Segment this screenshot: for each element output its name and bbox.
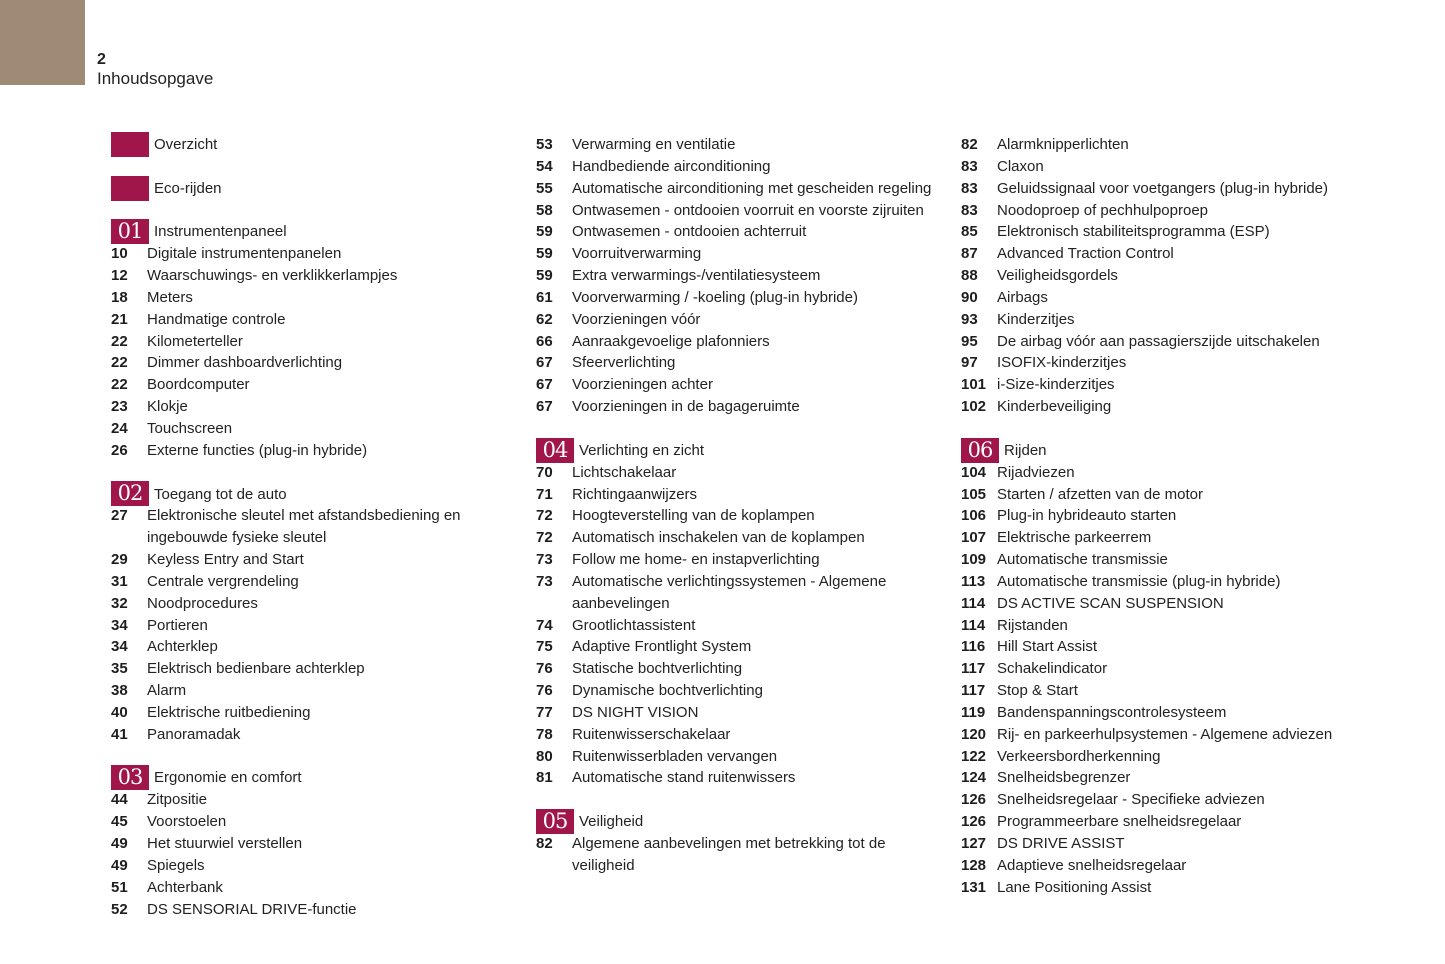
toc-column-2 [536, 134, 936, 877]
toc-entry-title: Ruitenwisserschakelaar [572, 725, 731, 743]
toc-entry[interactable] [961, 352, 1361, 374]
toc-entry[interactable] [961, 702, 1361, 724]
section-title: Verlichting en zicht [579, 441, 705, 459]
toc-entry[interactable] [536, 549, 936, 571]
toc-entry-title: Elektrische ruitbediening [147, 703, 311, 721]
toc-entry[interactable] [536, 658, 936, 680]
toc-entry[interactable] [536, 527, 936, 549]
toc-page-number: 40 [111, 703, 128, 721]
toc-entry[interactable] [536, 178, 936, 200]
toc-entry[interactable] [961, 527, 1361, 549]
toc-entry[interactable] [111, 440, 511, 462]
toc-entry-title: Boordcomputer [147, 376, 250, 394]
toc-entry-title: Programmeerbare snelheidsregelaar [997, 813, 1242, 831]
toc-entry[interactable] [536, 833, 936, 877]
toc-page-number: 126 [961, 791, 987, 809]
toc-entry[interactable] [111, 724, 511, 746]
section-heading[interactable] [111, 134, 511, 156]
toc-entry[interactable] [536, 243, 936, 265]
toc-page-number: 87 [961, 245, 978, 263]
toc-page-number: 67 [536, 376, 553, 394]
toc-entry-title: Voorruitverwarming [572, 245, 702, 263]
toc-entry-title: Stop & Start [997, 682, 1078, 700]
toc-entry-title: Lichtschakelaar [572, 463, 677, 481]
toc-entry[interactable] [536, 484, 936, 506]
toc-entry-title: DS SENSORIAL DRIVE-functie [147, 900, 357, 918]
toc-page-number: 72 [536, 507, 553, 525]
toc-page-number: 78 [536, 725, 553, 743]
toc-entry-title: Extra verwarmings-/ventilatiesysteem [572, 267, 821, 285]
toc-entry[interactable] [961, 811, 1361, 833]
toc-page-number: 70 [536, 463, 553, 481]
toc-entry[interactable] [111, 636, 511, 658]
toc-page-number: 45 [111, 813, 128, 831]
toc-page-number: 114 [961, 616, 986, 634]
toc-entry-title: Plug-in hybrideauto starten [997, 507, 1177, 525]
section-heading[interactable] [536, 811, 936, 833]
toc-entry[interactable] [536, 396, 936, 418]
toc-entry[interactable] [961, 636, 1361, 658]
toc-page-number: 23 [111, 398, 128, 416]
toc-page-number: 131 [961, 878, 987, 896]
toc-entry-title: Statische bochtverlichting [572, 660, 743, 678]
toc-page-number: 113 [961, 572, 986, 590]
toc-entry[interactable] [961, 833, 1361, 855]
toc-entry[interactable] [111, 789, 511, 811]
toc-entry-title: Noodprocedures [147, 594, 258, 612]
toc-page-number: 83 [961, 201, 978, 219]
toc-entry[interactable] [536, 287, 936, 309]
section-heading[interactable] [111, 178, 511, 200]
toc-entry-title: Automatische stand ruitenwissers [572, 769, 796, 787]
toc-entry-title: Automatische transmissie [997, 551, 1168, 569]
section-spacer [111, 462, 511, 484]
toc-page-number: 114 [961, 594, 986, 612]
toc-entry[interactable] [111, 309, 511, 331]
toc-page-number: 72 [536, 529, 553, 547]
toc-page-number: 106 [961, 507, 987, 525]
toc-page-number: 22 [111, 354, 128, 372]
toc-page-number: 120 [961, 725, 987, 743]
toc-entry-title: Follow me home- en instapverlichting [572, 551, 820, 569]
toc-page-number: 59 [536, 267, 553, 285]
toc-page-number: 29 [111, 551, 128, 569]
section-spacer [961, 418, 1361, 440]
toc-entry[interactable] [961, 855, 1361, 877]
toc-page-number: 97 [961, 354, 978, 372]
toc-entry-title: Elektronisch stabiliteitsprogramma (ESP) [997, 223, 1270, 241]
section-heading[interactable] [961, 437, 1361, 462]
toc-page-number: 38 [111, 682, 128, 700]
toc-entry-title: Spiegels [147, 856, 205, 874]
toc-column-3 [961, 134, 1361, 899]
toc-entry-title: Dynamische bochtverlichting [572, 682, 763, 700]
toc-entry-title: Kilometerteller [147, 332, 243, 350]
toc-page-number: 12 [111, 267, 128, 285]
toc-page-number: 10 [111, 245, 128, 263]
toc-entry-title: Keyless Entry and Start [147, 551, 304, 569]
toc-entry[interactable] [536, 746, 936, 768]
toc-entry[interactable] [111, 702, 511, 724]
toc-entry-title: Verwarming en ventilatie [572, 136, 736, 153]
toc-page-number: 109 [961, 551, 987, 569]
toc-page-number: 51 [111, 878, 128, 896]
toc-page-number: 73 [536, 551, 553, 569]
toc-entry[interactable] [961, 767, 1361, 789]
toc-page-number: 27 [111, 507, 128, 525]
toc-page-number: 83 [961, 157, 978, 175]
toc-entry-title: Ontwasemen - ontdooien voorruit en voorste zijruiten [572, 201, 924, 219]
toc-entry-title: Lane Positioning Assist [997, 878, 1152, 896]
toc-entry[interactable] [961, 331, 1361, 353]
toc-entry[interactable] [961, 877, 1361, 899]
toc-entry[interactable] [961, 309, 1361, 331]
toc-entry[interactable] [961, 287, 1361, 309]
toc-entry[interactable] [111, 374, 511, 396]
toc-page-number: 117 [961, 682, 986, 700]
section-title: Instrumentenpaneel [154, 223, 287, 241]
toc-entry-title: Snelheidsbegrenzer [997, 769, 1131, 787]
toc-entry-title: Handbediende airconditioning [572, 157, 771, 175]
toc-entry[interactable] [961, 789, 1361, 811]
toc-entry-title: DS NIGHT VISION [572, 703, 699, 721]
toc-entry-title: Schakelindicator [997, 660, 1108, 678]
toc-page-number: 128 [961, 856, 987, 874]
toc-entry[interactable] [961, 265, 1361, 287]
toc-entry-title: Sfeerverlichting [572, 354, 676, 372]
toc-entry-title: Automatisch inschakelen van de koplampen [572, 529, 865, 547]
toc-entry[interactable] [961, 724, 1361, 746]
toc-entry-title: Externe functies (plug-in hybride) [147, 441, 368, 459]
toc-page-number: 101 [961, 376, 987, 394]
toc-page-number: 34 [111, 616, 128, 634]
toc-entry-title: Achterbank [147, 878, 223, 896]
toc-entry[interactable] [961, 484, 1361, 506]
toc-entry-title: De airbag vóór aan passagierszijde uitschakelen [997, 332, 1320, 350]
toc-entry[interactable] [961, 505, 1361, 527]
toc-entry-title: Aanraakgevoelige plafonniers [572, 332, 770, 350]
toc-entry-title: Adaptive Frontlight System [572, 638, 752, 656]
toc-page-number: 58 [536, 201, 553, 219]
toc-page-number: 88 [961, 267, 978, 285]
toc-entry-title: Hoogteverstelling van de koplampen [572, 507, 815, 525]
page-number: 2 [97, 51, 106, 68]
toc-page-number: 52 [111, 900, 128, 918]
toc-entry-title: Waarschuwings- en verklikkerlampjes [147, 267, 398, 285]
toc-page-number: 59 [536, 245, 553, 263]
toc-entry-title: Kinderbeveiliging [997, 398, 1112, 416]
toc-entry-title: Elektrische parkeerrem [997, 529, 1152, 547]
toc-entry-title: DS DRIVE ASSIST [997, 835, 1125, 852]
toc-entry[interactable] [961, 462, 1361, 484]
toc-column-1 [111, 134, 511, 920]
toc-entry[interactable] [536, 221, 936, 243]
toc-entry[interactable] [111, 265, 511, 287]
section-heading[interactable] [111, 767, 511, 789]
toc-entry-title: Automatische airconditioning met gescheiden regeling [572, 179, 932, 197]
toc-entry-title: Rij- en parkeerhulpsystemen - Algemene adviezen [997, 725, 1333, 743]
toc-entry[interactable] [536, 200, 936, 222]
toc-entry[interactable] [961, 243, 1361, 265]
toc-entry-title: Richtingaanwijzers [572, 485, 698, 503]
toc-entry-title: Touchscreen [147, 419, 233, 437]
toc-entry-title: Rijadviezen [997, 463, 1075, 481]
toc-page-number: 53 [536, 136, 553, 153]
toc-page-number: 73 [536, 572, 553, 590]
section-title: Overzicht [154, 136, 218, 153]
toc-page-number: 90 [961, 288, 978, 306]
section-number-badge: 03 [111, 765, 149, 790]
toc-entry[interactable] [536, 615, 936, 637]
section-number-badge [111, 132, 149, 157]
section-number-badge: 04 [536, 438, 574, 463]
toc-page-number: 67 [536, 398, 553, 416]
toc-entry[interactable] [536, 724, 936, 746]
toc-entry[interactable] [111, 287, 511, 309]
toc-entry-title: ISOFIX-kinderzitjes [997, 354, 1127, 372]
section-spacer [536, 789, 936, 811]
toc-entry-title: Portieren [147, 616, 208, 634]
toc-page-number: 76 [536, 682, 553, 700]
toc-entry[interactable] [111, 571, 511, 593]
toc-entry-title: Advanced Traction Control [997, 245, 1174, 263]
section-title: Eco-rijden [154, 179, 222, 197]
toc-entry[interactable] [536, 331, 936, 353]
toc-page-number: 22 [111, 332, 128, 350]
toc-page-number: 77 [536, 703, 553, 721]
toc-page-number: 105 [961, 485, 987, 503]
toc-entry-title: Starten / afzetten van de motor [997, 485, 1203, 503]
toc-entry-title: Veiligheidsgordels [997, 267, 1118, 285]
toc-entry[interactable] [536, 702, 936, 724]
toc-page-number: 107 [961, 529, 987, 547]
toc-entry-title: Voorstoelen [147, 813, 227, 831]
toc-entry[interactable] [536, 352, 936, 374]
toc-entry[interactable] [961, 178, 1361, 200]
toc-page-number: 24 [111, 419, 128, 437]
toc-entry[interactable] [536, 156, 936, 178]
toc-entry-title: Meters [147, 288, 193, 306]
toc-entry-title: Alarmknipperlichten [997, 136, 1129, 153]
toc-page-number: 80 [536, 747, 553, 765]
toc-entry[interactable] [111, 243, 511, 265]
toc-entry[interactable] [536, 636, 936, 658]
section-spacer [111, 156, 511, 178]
toc-entry-title: Voorverwarming / -koeling (plug-in hybride) [572, 288, 858, 306]
toc-entry-title: Elektronische sleutel met afstandsbediening en ingebouwde fysieke sleutel [147, 507, 461, 547]
section-number-badge: 01 [111, 219, 149, 244]
section-title: Toegang tot de auto [154, 485, 287, 503]
toc-entry[interactable] [111, 418, 511, 440]
toc-page-number: 81 [536, 769, 553, 787]
toc-entry-title: Automatische verlichtingssystemen - Algemene aanbevelingen [572, 572, 887, 612]
toc-entry[interactable] [961, 593, 1361, 615]
toc-entry-title: Digitale instrumentenpanelen [147, 245, 342, 263]
toc-entry-title: Handmatige controle [147, 310, 286, 328]
toc-entry[interactable] [111, 811, 511, 833]
toc-page-number: 117 [961, 660, 986, 678]
toc-entry-title: Algemene aanbevelingen met betrekking tot de veiligheid [572, 835, 886, 874]
toc-entry[interactable] [536, 767, 936, 789]
section-heading[interactable] [111, 481, 511, 506]
toc-page-number: 82 [536, 835, 553, 852]
toc-entry[interactable] [111, 549, 511, 571]
section-heading[interactable] [111, 221, 511, 243]
toc-page-number: 71 [536, 485, 553, 503]
toc-page-number: 44 [111, 791, 128, 809]
toc-entry-title: Voorzieningen vóór [572, 310, 701, 328]
toc-page-number: 35 [111, 660, 128, 678]
section-title: Rijden [1004, 441, 1047, 459]
section-number-badge: 02 [111, 481, 149, 506]
toc-entry-title: Geluidssignaal voor voetgangers (plug-in hybride) [997, 179, 1329, 197]
toc-page-number: 18 [111, 288, 128, 306]
toc-entry[interactable] [536, 680, 936, 702]
toc-entry[interactable] [961, 615, 1361, 637]
toc-entry[interactable] [536, 309, 936, 331]
toc-page-number: 31 [111, 572, 128, 590]
toc-entry[interactable] [961, 571, 1361, 593]
toc-entry[interactable] [961, 156, 1361, 178]
toc-entry[interactable] [536, 571, 936, 615]
toc-entry[interactable] [111, 855, 511, 877]
toc-entry[interactable] [111, 331, 511, 353]
toc-entry-title: Hill Start Assist [997, 638, 1098, 656]
toc-entry[interactable] [961, 221, 1361, 243]
toc-entry-title: Zitpositie [147, 791, 208, 809]
toc-page-number: 22 [111, 376, 128, 394]
toc-page-number: 126 [961, 813, 987, 831]
toc-page-number: 75 [536, 638, 553, 656]
toc-entry-title: Claxon [997, 157, 1044, 175]
toc-entry-title: Ruitenwisserbladen vervangen [572, 747, 778, 765]
section-spacer [111, 746, 511, 768]
toc-entry[interactable] [961, 658, 1361, 680]
toc-page-number: 122 [961, 747, 987, 765]
toc-entry-title: Het stuurwiel verstellen [147, 835, 303, 852]
toc-entry-title: Panoramadak [147, 725, 241, 743]
section-heading[interactable] [536, 437, 936, 462]
section-spacer [536, 418, 936, 440]
toc-entry-title: Centrale vergrendeling [147, 572, 299, 590]
toc-entry[interactable] [111, 877, 511, 899]
toc-page-number: 54 [536, 157, 553, 175]
toc-page-number: 34 [111, 638, 128, 656]
toc-entry[interactable] [536, 134, 936, 156]
toc-page-number: 67 [536, 354, 553, 372]
toc-entry-title: Voorzieningen in de bagageruimte [572, 398, 800, 416]
toc-entry[interactable] [961, 396, 1361, 418]
toc-entry[interactable] [536, 374, 936, 396]
toc-page-number: 83 [961, 179, 978, 197]
section-number-badge: 05 [536, 809, 574, 834]
toc-entry[interactable] [111, 899, 511, 921]
toc-page-number: 21 [111, 310, 128, 328]
toc-entry-title: Grootlichtassistent [572, 616, 696, 634]
toc-entry[interactable] [111, 593, 511, 615]
toc-entry[interactable] [536, 505, 936, 527]
toc-entry[interactable] [961, 549, 1361, 571]
toc-entry[interactable] [961, 746, 1361, 768]
toc-entry[interactable] [961, 374, 1361, 396]
page-title: Inhoudsopgave [97, 69, 214, 88]
toc-page-number: 59 [536, 223, 553, 241]
toc-entry-title: DS ACTIVE SCAN SUSPENSION [997, 594, 1224, 612]
toc-entry[interactable] [111, 352, 511, 374]
toc-entry-title: Elektrisch bedienbare achterklep [147, 660, 365, 678]
toc-entry-title: Snelheidsregelaar - Specifieke adviezen [997, 791, 1265, 809]
toc-entry[interactable] [111, 396, 511, 418]
toc-page-number: 76 [536, 660, 553, 678]
section-number-badge: 06 [961, 438, 999, 463]
toc-entry-title: Kinderzitjes [997, 310, 1075, 328]
toc-page-number: 66 [536, 332, 553, 350]
toc-page-number: 74 [536, 616, 553, 634]
section-spacer [111, 200, 511, 222]
toc-page-number: 55 [536, 179, 553, 197]
toc-page-number: 124 [961, 769, 987, 787]
toc-page-number: 127 [961, 835, 987, 852]
toc-entry-title: i-Size-kinderzitjes [997, 376, 1115, 394]
toc-page-number: 49 [111, 856, 128, 874]
corner-color-block [0, 0, 85, 85]
toc-entry-title: Achterklep [147, 638, 218, 656]
toc-page-number: 49 [111, 835, 128, 852]
toc-page-number: 26 [111, 441, 128, 459]
toc-entry[interactable] [536, 265, 936, 287]
toc-entry-title: Automatische transmissie (plug-in hybride) [997, 572, 1281, 590]
toc-page-number: 102 [961, 398, 987, 416]
toc-page-number: 119 [961, 703, 986, 721]
toc-page-number: 82 [961, 136, 978, 153]
toc-page-number: 95 [961, 332, 978, 350]
toc-entry-title: Noodoproep of pechhulpoproep [997, 201, 1209, 219]
toc-entry-title: Dimmer dashboardverlichting [147, 354, 343, 372]
section-number-badge [111, 176, 149, 201]
toc-entry[interactable] [961, 200, 1361, 222]
toc-entry-title: Alarm [147, 682, 187, 700]
toc-page-number: 32 [111, 594, 128, 612]
toc-page-number: 62 [536, 310, 553, 328]
toc-entry-title: Verkeersbordherkenning [997, 747, 1161, 765]
toc-entry[interactable] [961, 134, 1361, 156]
section-title: Ergonomie en comfort [154, 769, 302, 787]
toc-entry[interactable] [536, 462, 936, 484]
toc-entry[interactable] [111, 658, 511, 680]
toc-page-number: 104 [961, 463, 987, 481]
toc-entry-title: Airbags [997, 288, 1048, 306]
section-title: Veiligheid [579, 813, 644, 831]
toc-page-number: 85 [961, 223, 978, 241]
toc-entry[interactable] [111, 505, 511, 549]
toc-entry-title: Bandenspanningscontrolesysteem [997, 703, 1227, 721]
toc-entry[interactable] [111, 833, 511, 855]
toc-entry-title: Rijstanden [997, 616, 1068, 634]
toc-entry-title: Klokje [147, 398, 188, 416]
toc-entry-title: Adaptieve snelheidsregelaar [997, 856, 1187, 874]
toc-page-number: 61 [536, 288, 553, 306]
toc-entry-title: Ontwasemen - ontdooien achterruit [572, 223, 807, 241]
toc-entry-title: Voorzieningen achter [572, 376, 713, 394]
toc-page-number: 93 [961, 310, 978, 328]
toc-page-number: 116 [961, 638, 986, 656]
toc-entry[interactable] [111, 615, 511, 637]
toc-entry[interactable] [111, 680, 511, 702]
toc-entry[interactable] [961, 680, 1361, 702]
toc-page-number: 41 [111, 725, 128, 743]
